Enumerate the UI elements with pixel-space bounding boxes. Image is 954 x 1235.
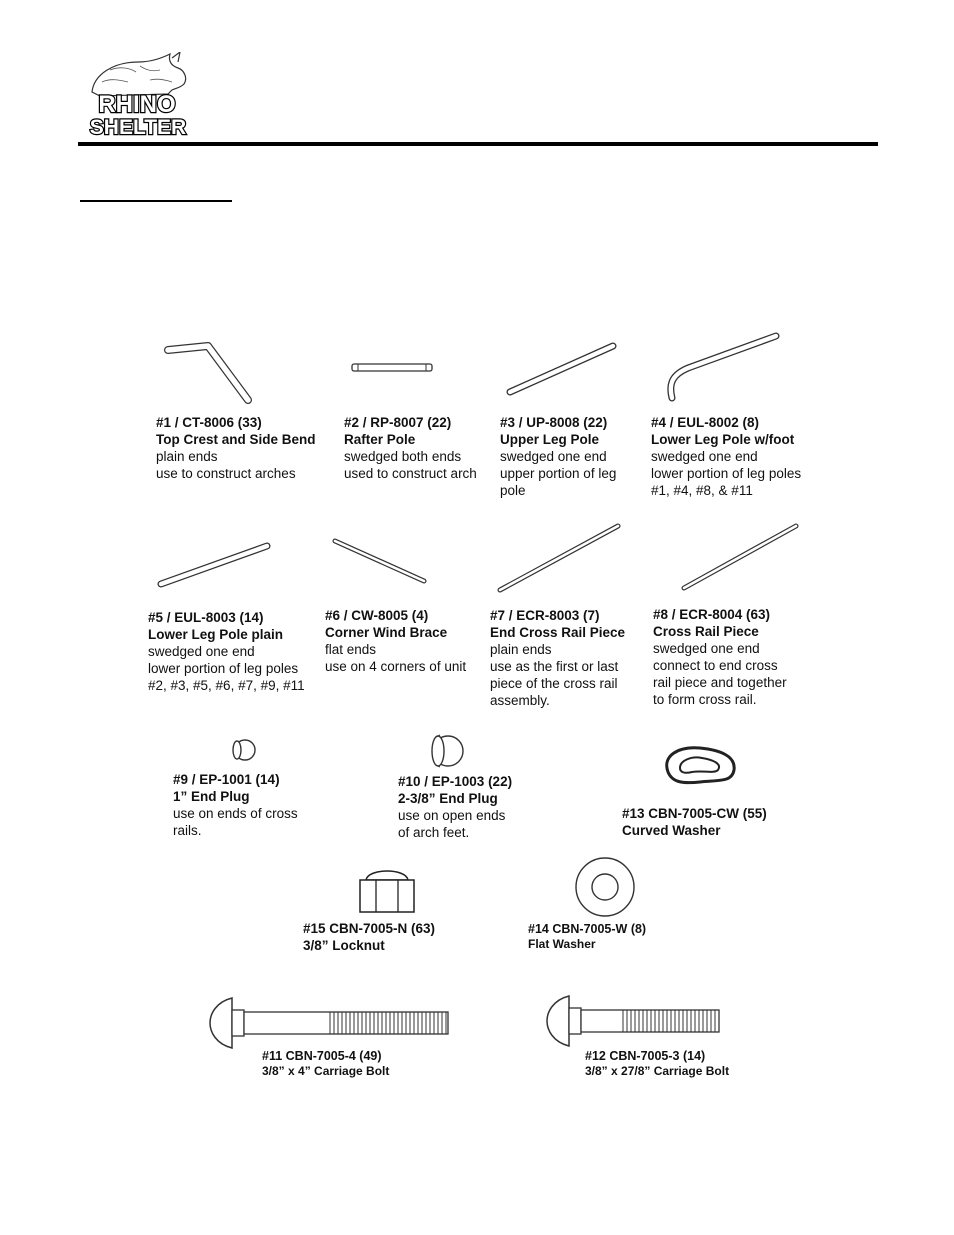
part-desc-line: #2, #3, #5, #6, #7, #9, #11 [148, 678, 305, 693]
part-name: 3/8” x 4” Carriage Bolt [262, 1064, 390, 1078]
part-id: #2 / RP-8007 (22) [344, 415, 452, 430]
upper-leg-pole-illustration [505, 340, 620, 400]
part-desc-line: plain ends [490, 642, 552, 657]
part-1 [156, 414, 316, 482]
part-desc-line: swedged both ends [344, 449, 462, 464]
part-id: #8 / ECR-8004 (63) [653, 607, 771, 622]
part-name: Rafter Pole [344, 432, 416, 447]
part-desc-line: upper portion of leg [500, 466, 617, 481]
part-desc-line: lower portion of leg poles [651, 466, 802, 481]
part-desc-line: use on ends of cross [173, 806, 298, 821]
part-desc-line: use as the first or last [490, 659, 619, 674]
part-id: #9 / EP-1001 (14) [173, 772, 280, 787]
header-rule [78, 142, 878, 146]
part-desc-line: #1, #4, #8, & #11 [651, 483, 753, 498]
part-13 [622, 805, 767, 839]
lower-leg-pole-foot-illustration [664, 330, 784, 405]
corner-wind-brace-illustration [330, 535, 430, 587]
part-14 [528, 922, 646, 952]
end-plug-1in-illustration [228, 737, 258, 763]
part-name: End Cross Rail Piece [490, 625, 626, 640]
part-id: #4 / EUL-8002 (8) [651, 415, 760, 430]
locknut-illustration [356, 862, 418, 916]
part-desc-line: rails. [173, 823, 202, 838]
part-name: Corner Wind Brace [325, 625, 448, 640]
part-id: #14 CBN-7005-W (8) [528, 922, 647, 936]
part-5 [148, 609, 305, 694]
part-id: #13 CBN-7005-CW (55) [622, 806, 767, 821]
part-id: #6 / CW-8005 (4) [325, 608, 429, 623]
part-2 [344, 414, 477, 482]
part-id: #12 CBN-7005-3 (14) [585, 1049, 706, 1063]
cross-rail-piece-illustration [678, 522, 802, 594]
part-15 [303, 920, 435, 954]
part-desc-line: connect to end cross [653, 658, 778, 673]
part-name: Lower Leg Pole plain [148, 627, 284, 642]
carriage-bolt-4in-illustration [210, 994, 450, 1052]
section-heading-underline [80, 186, 232, 202]
curved-washer-illustration [660, 742, 740, 788]
part-name: 1” End Plug [173, 789, 250, 804]
part-id: #10 / EP-1003 (22) [398, 774, 513, 789]
part-4 [651, 414, 801, 499]
part-name: Curved Washer [622, 823, 721, 838]
part-11 [262, 1049, 389, 1079]
part-desc-line: use on open ends [398, 808, 506, 823]
part-3 [500, 414, 616, 499]
part-10 [398, 773, 512, 841]
part-desc-line: to form cross rail. [653, 692, 757, 707]
part-desc-line: rail piece and together [653, 675, 787, 690]
part-name: 2-3/8” End Plug [398, 791, 498, 806]
rhino-shelter-logo [80, 52, 195, 140]
part-desc-line: swedged one end [651, 449, 758, 464]
rafter-pole-illustration [348, 358, 438, 378]
part-id: #15 CBN-7005-N (63) [303, 921, 436, 936]
part-id: #7 / ECR-8003 (7) [490, 608, 600, 623]
part-desc-line: piece of the cross rail [490, 676, 618, 691]
part-desc-line: swedged one end [500, 449, 607, 464]
part-desc-line: of arch feet. [398, 825, 470, 840]
end-cross-rail-illustration [494, 522, 624, 596]
part-7 [490, 607, 625, 709]
logo-text-shelter: SHELTER [89, 116, 187, 139]
part-12 [585, 1049, 729, 1079]
part-desc-line: assembly. [490, 693, 550, 708]
lower-leg-pole-plain-illustration [155, 538, 275, 592]
part-id: #5 / EUL-8003 (14) [148, 610, 264, 625]
end-plug-2in-illustration [426, 731, 466, 771]
part-name: Upper Leg Pole [500, 432, 600, 447]
part-8 [653, 606, 787, 708]
part-name: 3/8” Locknut [303, 938, 385, 953]
part-6 [325, 607, 466, 675]
part-desc-line: swedged one end [148, 644, 255, 659]
part-desc-line: lower portion of leg poles [148, 661, 299, 676]
part-id: #3 / UP-8008 (22) [500, 415, 608, 430]
part-id: #1 / CT-8006 (33) [156, 415, 262, 430]
logo-text-rhino: RHINO [98, 91, 176, 118]
part-desc-line: use on 4 corners of unit [325, 659, 467, 674]
part-desc-line: flat ends [325, 642, 377, 657]
part-name: Lower Leg Pole w/foot [651, 432, 795, 447]
part-id: #11 CBN-7005-4 (49) [262, 1049, 382, 1063]
flat-washer-illustration [574, 856, 636, 918]
part-desc-line: swedged one end [653, 641, 760, 656]
part-name: 3/8” x 27/8” Carriage Bolt [585, 1064, 730, 1078]
part-9 [173, 771, 298, 839]
part-desc-line: used to construct arch [344, 466, 477, 481]
part-desc-line: pole [500, 483, 526, 498]
part-name: Cross Rail Piece [653, 624, 759, 639]
part-name: Top Crest and Side Bend [156, 432, 316, 447]
carriage-bolt-3in-illustration [547, 992, 723, 1050]
part-name: Flat Washer [528, 937, 596, 951]
top-crest-pole-illustration [160, 340, 260, 420]
part-desc-line: use to construct arches [156, 466, 296, 481]
part-desc-line: plain ends [156, 449, 218, 464]
